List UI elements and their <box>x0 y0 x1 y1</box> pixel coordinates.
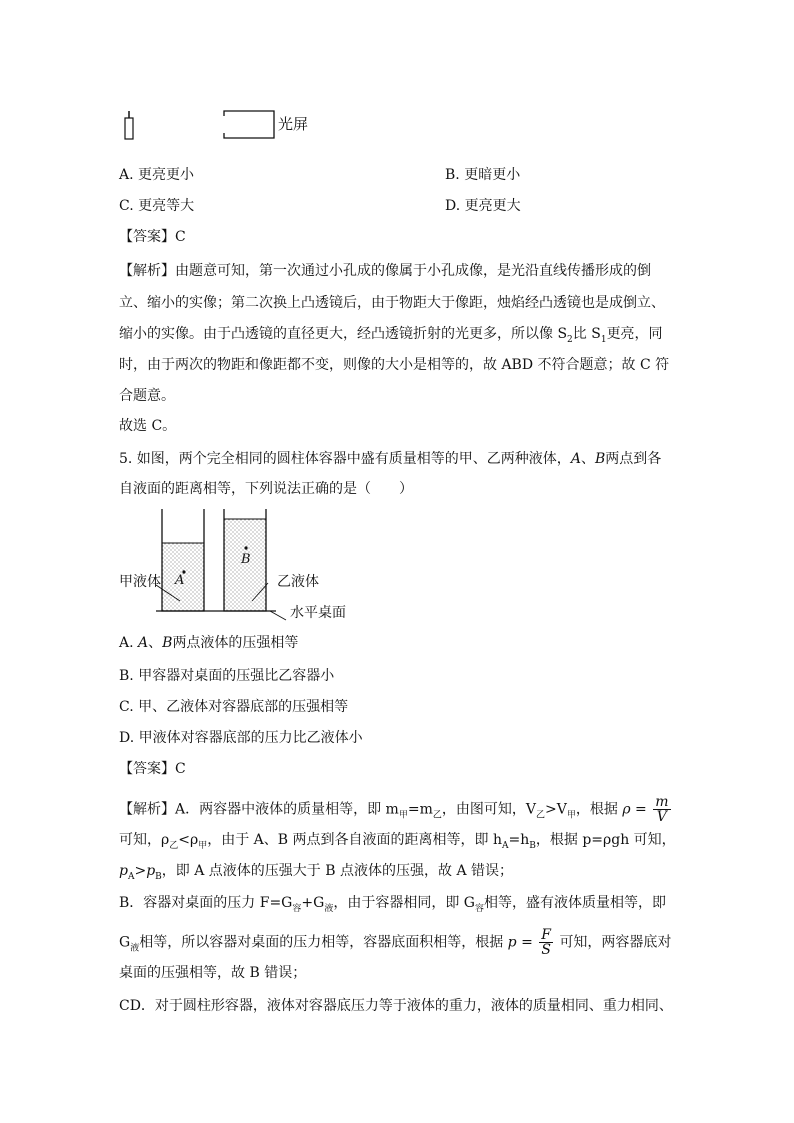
candle-screen-figure <box>118 104 358 144</box>
q4-analysis-line-3 <box>119 324 663 350</box>
fraction-denominator: S <box>541 942 551 958</box>
q5-stem-line-2: 自液面的距离相等，下列说法正确的是（ ） <box>119 481 413 497</box>
q4-option-a: A. 更亮更小 <box>119 167 195 183</box>
sub-yi: 乙 <box>432 810 442 821</box>
q5-option-a-prefix: A. <box>119 635 139 651</box>
label-jia-liquid: 甲液体 <box>119 574 161 590</box>
q5-stem-point-b: B <box>594 451 606 467</box>
label-point-a: A <box>175 573 185 588</box>
q4-answer: 【答案】C <box>119 229 186 245</box>
sub-ye-2: 液 <box>130 943 140 954</box>
q5-a1-e: ，根据 <box>575 801 618 818</box>
sub-jia: 甲 <box>398 810 408 821</box>
q5-analysis-line-1 <box>119 795 673 825</box>
q4-analysis-line-3-text: 缩小的实像。由于凸透镜的直径更大，经凸透镜折射的光更多，所以像 S <box>119 326 568 342</box>
fraction-numerator: m <box>655 794 669 810</box>
label-point-b: B <box>241 552 251 567</box>
q5-stem-sep: 、 <box>580 451 595 467</box>
q5-stem-tail: 两点到各 <box>605 451 662 467</box>
sub-rong-2: 容 <box>474 903 484 914</box>
q5-stem-point-a: A <box>570 451 581 467</box>
q5-a3-c: ，即 A 点液体的压强大于 B 点液体的压强，故 A 错误； <box>161 863 514 879</box>
q5-option-b: B. 甲容器对桌面的压强比乙容器小 <box>119 668 335 684</box>
q5-a4-c: ，由于容器相同，即 G <box>333 895 475 911</box>
q4-analysis-line-5: 合题意。 <box>119 388 175 404</box>
fraction-numerator: F <box>541 927 551 943</box>
label-table: 水平桌面 <box>290 605 346 621</box>
sub-yi-2: 乙 <box>536 810 546 821</box>
q5-analysis-line-2 <box>119 830 676 856</box>
q5-a3-a: p <box>119 863 128 879</box>
q4-option-d: D. 更亮更大 <box>445 198 521 214</box>
sub-a: A <box>502 840 509 851</box>
sub-a-2: A <box>127 871 135 882</box>
q5-a5-c: 可知，两容器底对 <box>559 934 672 951</box>
q5-analysis-line-6: 桌面的压强相等，故 B 错误； <box>119 965 307 981</box>
q5-option-a-point-b: B <box>162 635 173 651</box>
q5-answer: 【答案】C <box>119 761 186 777</box>
q5-a4-b: +G <box>301 895 325 911</box>
q5-a2-e: ，根据 p=ρgh 可知， <box>535 832 676 848</box>
q5-option-d: D. 甲液体对容器底部的压力比乙液体小 <box>119 730 363 746</box>
candle-icon <box>125 111 133 139</box>
light-screen-box <box>224 111 274 138</box>
q5-analysis-line-4 <box>119 893 666 919</box>
q5-option-a-sep: 、 <box>148 635 163 651</box>
q5-option-a <box>119 633 298 653</box>
density-formula-lhs: ρ = <box>622 801 647 818</box>
q5-stem-line-1 <box>119 449 661 469</box>
q5-analysis-line-5 <box>119 928 671 958</box>
q5-a1-d: >V <box>545 801 567 818</box>
q5-a5-b: 相等，所以容器对桌面的压力相等，容器底面积相等，根据 <box>139 934 504 951</box>
sub-yi-3: 乙 <box>169 840 179 851</box>
candle-screen-diagram <box>118 104 358 144</box>
sub-b: B <box>529 840 536 851</box>
sub-b-2: B <box>155 871 162 882</box>
density-fraction <box>653 795 670 824</box>
q5-option-a-point-a: A <box>138 635 149 651</box>
q5-a2-a: 可知，ρ <box>119 832 170 848</box>
q5-option-c: C. 甲、乙液体对容器底部的压强相等 <box>119 699 349 715</box>
fraction-denominator: V <box>656 809 667 825</box>
q4-analysis-line-3-end: 更亮，同 <box>606 326 663 342</box>
q5-a2-d: =h <box>508 832 530 848</box>
sub-ye: 液 <box>324 903 334 914</box>
pressure-formula-lhs: p = <box>507 934 533 951</box>
q5-a5-a: G <box>119 934 131 951</box>
q4-analysis-line-3-mid: 比 S <box>572 326 601 342</box>
pressure-fraction <box>539 928 553 957</box>
q4-analysis-line-2: 立、缩小的实像；第二次换上凸透镜后，由于物距大于像距，烛焰经凸透镜也是成倒立、 <box>119 295 665 311</box>
subscript-1: 1 <box>600 334 607 345</box>
q5-analysis-line-7: CD．对于圆柱形容器，液体对容器底压力等于液体的重力，液体的质量相同、重力相同、 <box>119 998 673 1014</box>
q4-analysis-line-1: 【解析】由题意可知，第一次通过小孔成的像属于小孔成像，是光沿直线传播形成的倒 <box>119 263 651 279</box>
sub-jia-3: 甲 <box>198 840 208 851</box>
q5-a3-b: >p <box>134 863 156 879</box>
q4-analysis-line-4: 时，由于两次的物距和像距都不变，则像的大小是相等的，故 ABD 不符合题意；故 C 符 <box>119 357 670 373</box>
q5-a4-d: 相等，盛有液体质量相等，即 <box>483 895 666 911</box>
subscript-2: 2 <box>567 334 573 345</box>
q4-option-b: B. 更暗更小 <box>445 167 521 183</box>
sub-rong: 容 <box>292 903 302 914</box>
q5-a2-b: <ρ <box>178 832 199 848</box>
q5-option-a-text: 两点液体的压强相等 <box>172 635 299 651</box>
q5-a1-text: 【解析】A．两容器中液体的质量相等，即 m <box>119 801 399 818</box>
q5-a2-c: ，由于 A、B 两点到各自液面的距离相等，即 h <box>207 832 502 848</box>
q5-analysis-line-3 <box>119 861 513 887</box>
q4-choose: 故选 C。 <box>119 418 177 434</box>
label-yi-liquid: 乙液体 <box>277 574 319 590</box>
q5-a4-a: B．容器对桌面的压力 F=G <box>119 895 293 911</box>
q5-a1-eq: =m <box>407 801 433 818</box>
screen-label: 光屏 <box>278 115 309 133</box>
sub-jia-2: 甲 <box>566 810 576 821</box>
q5-stem-text: 5. 如图，两个完全相同的圆柱体容器中盛有质量相等的甲、乙两种液体， <box>119 451 571 467</box>
q5-a1-c: ，由图可知，V <box>441 801 537 818</box>
q4-option-c: C. 更亮等大 <box>119 198 195 214</box>
